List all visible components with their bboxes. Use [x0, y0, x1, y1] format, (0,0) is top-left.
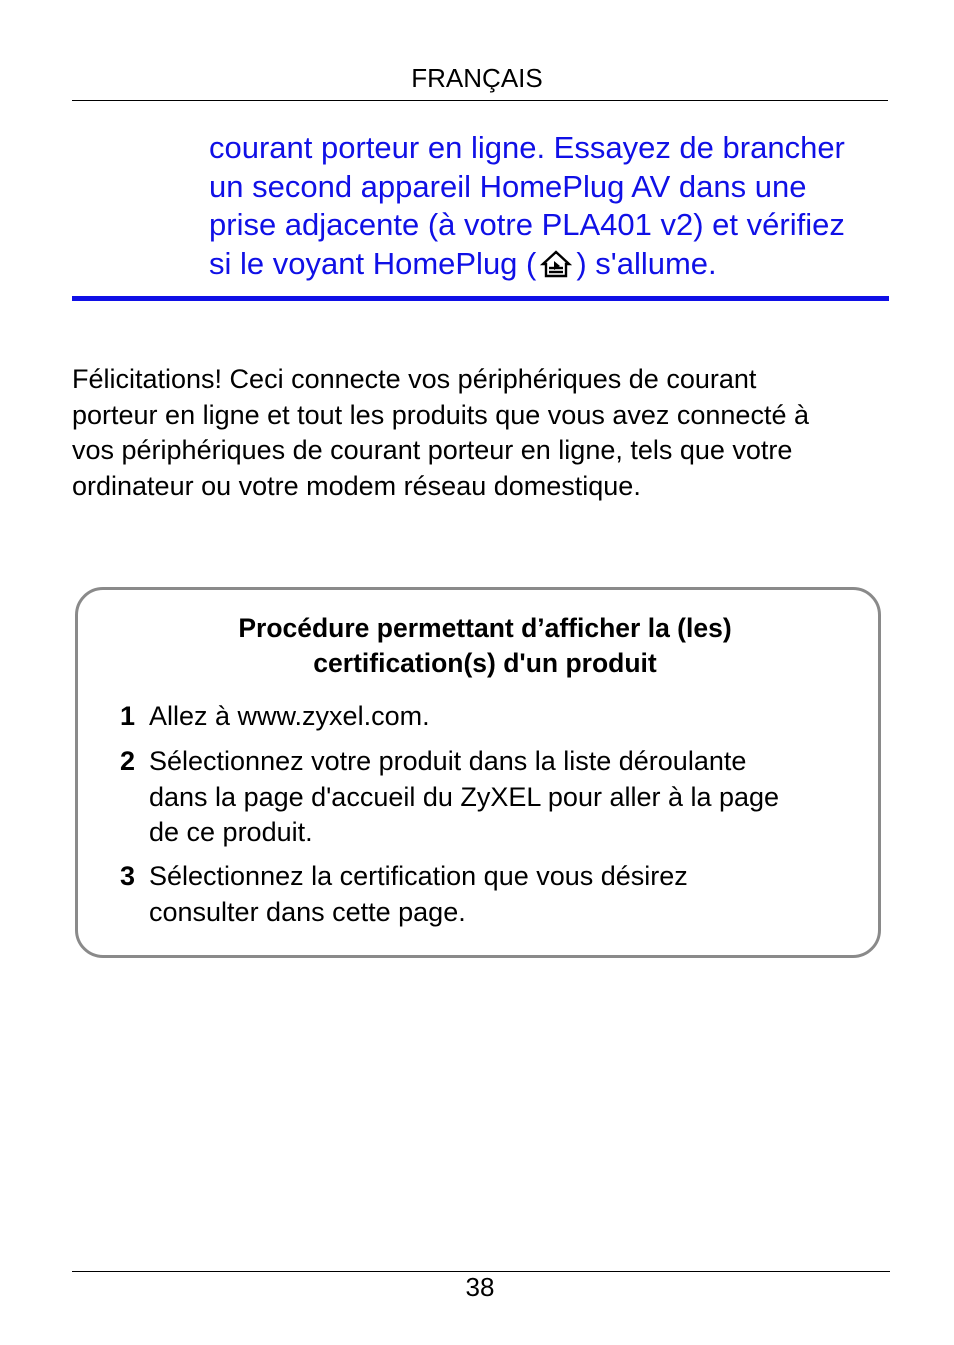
step-line: Sélectionnez la certification que vous désirez — [149, 861, 688, 891]
step-text — [149, 699, 869, 735]
note-line: courant porteur en ligne. Essayez de brancher — [209, 130, 845, 165]
homeplug-house-icon — [540, 249, 572, 279]
step-number: 3 — [120, 861, 136, 891]
paragraph-line: vos périphériques de courant porteur en ligne, tels que votre — [72, 435, 793, 465]
paragraph-line: Félicitations! Ceci connecte vos périphériques de courant — [72, 364, 757, 394]
troubleshooting-note — [209, 129, 879, 283]
procedure-title-line: certification(s) d'un produit — [313, 648, 657, 678]
note-line: prise adjacente (à votre PLA401 v2) et vérifiez — [209, 207, 845, 242]
header-divider — [72, 100, 888, 101]
step-line: consulter dans cette page. — [149, 896, 466, 927]
step-line: Sélectionnez votre produit dans la liste déroulante — [149, 746, 747, 776]
note-line-start: si le voyant HomePlug ( — [209, 245, 537, 281]
procedure-title — [75, 611, 895, 681]
note-line-with-icon — [209, 245, 879, 284]
step-text — [149, 859, 869, 930]
note-divider — [72, 296, 889, 301]
paragraph-line: ordinateur ou votre modem réseau domestique. — [72, 470, 641, 501]
step-line: de ce produit. — [149, 817, 313, 847]
step-number: 1 — [120, 701, 136, 731]
note-line: un second appareil HomePlug AV dans une — [209, 168, 807, 204]
page-number: 38 — [465, 1272, 495, 1302]
note-line-end: ) s'allume. — [576, 245, 717, 281]
paragraph-line: porteur en ligne et tout les produits que vous avez connecté à — [72, 399, 809, 430]
step-text — [149, 744, 869, 851]
language-label: FRANÇAIS — [411, 63, 543, 93]
step-number: 2 — [120, 746, 136, 776]
procedure-title-line: Procédure permettant d’afficher la (les) — [238, 613, 732, 643]
step-line: Allez à www.zyxel.com. — [149, 701, 430, 731]
congratulations-paragraph — [72, 362, 892, 504]
step-line: dans la page d'accueil du ZyXEL pour aller à la page — [149, 781, 780, 812]
